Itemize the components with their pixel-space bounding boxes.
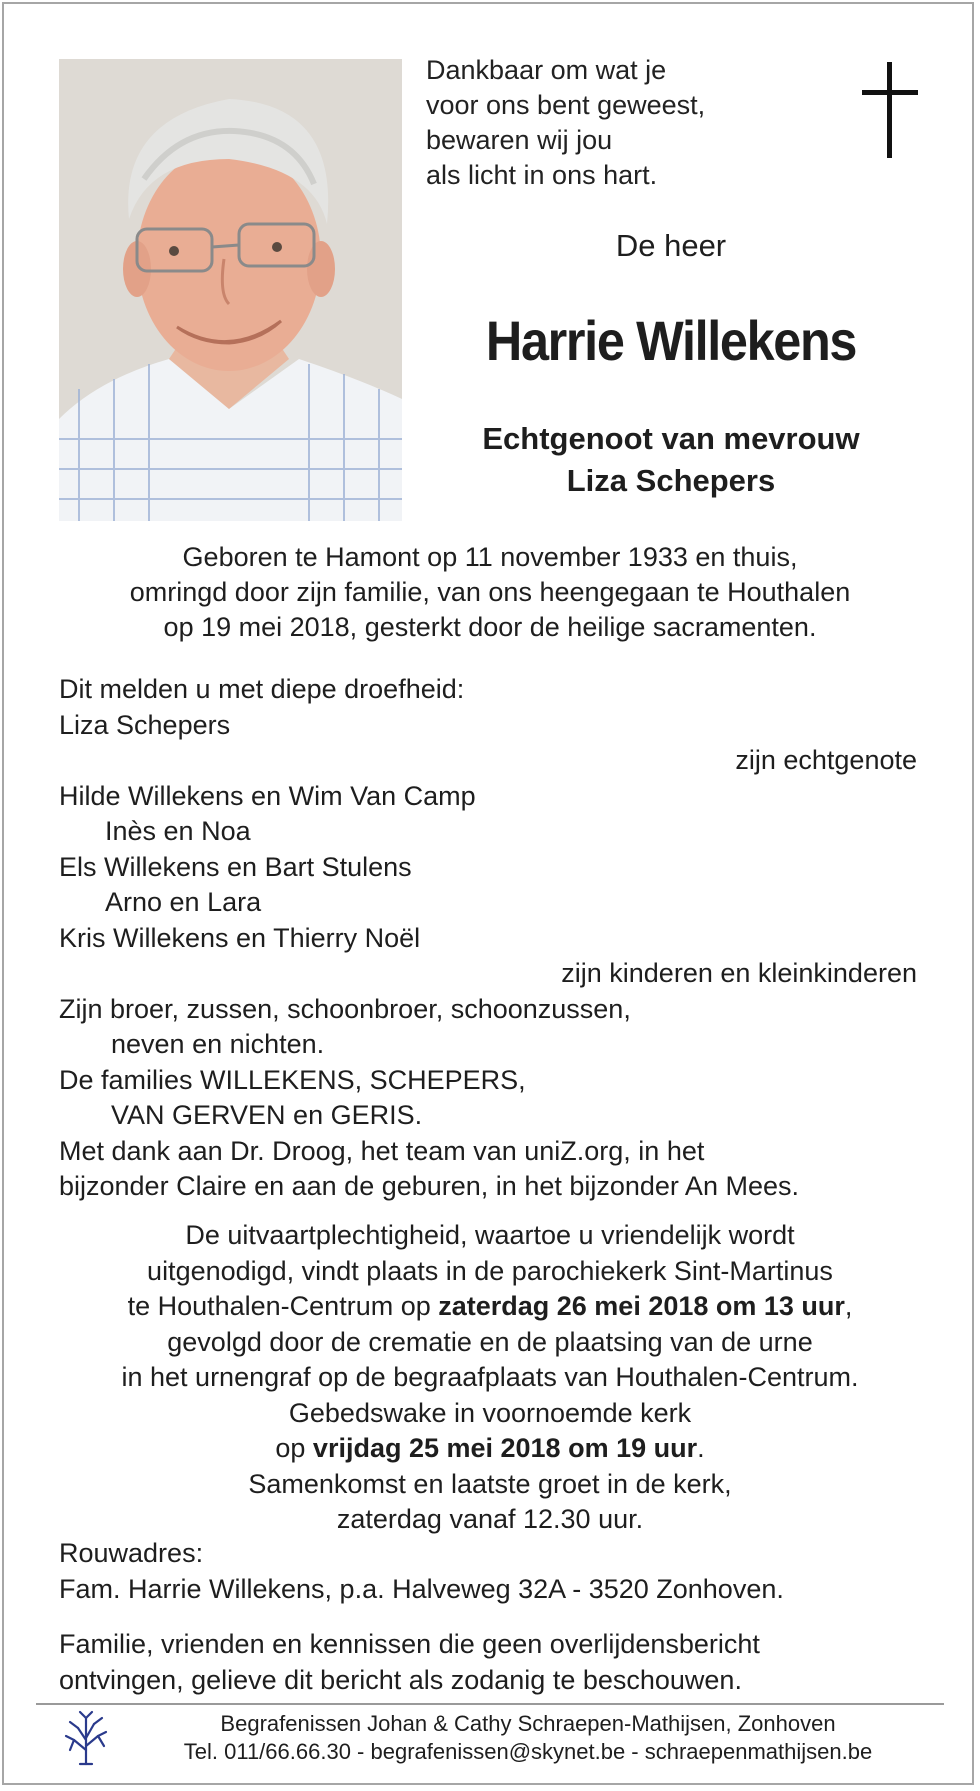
poem-line: bewaren wij jou [426,125,613,155]
funeral-line: Samenkomst en laatste groet in de kerk, [248,1468,732,1499]
deceased-name: Harrie Willekens [485,309,857,372]
siblings-entry: Zijn broer, zussen, schoonbroer, schoonzussen, [59,993,631,1024]
mourning-address [59,1536,784,1607]
funeral-line: gevolgd door de crematie en de plaatsing van de urne [167,1326,813,1357]
address-value: Fam. Harrie Willekens, p.a. Halveweg 32A - 3520 Zonhoven. [59,1573,784,1604]
portrait-photo [59,59,402,521]
vigil-date: vrijdag 25 mei 2018 om 19 uur [312,1433,698,1463]
thanks-line: Met dank aan Dr. Droog, het team van uniZ.org, in het [59,1135,705,1166]
birth-death-statement [40,540,940,645]
funeral-line [40,1431,940,1467]
birth-line: Geboren te Hamont op 11 november 1933 en thuis, [182,542,798,572]
salutation: De heer [615,228,727,263]
poem-line: Dankbaar om wat je [426,55,667,85]
funeral-details [40,1218,940,1538]
mourners-intro: Dit melden u met diepe droefheid: [59,674,465,704]
spouse-line-1: Echtgenoot van mevrouw [482,421,860,456]
vigil-line-pre: op [275,1433,313,1463]
vigil-line-post: . [697,1433,705,1463]
poem-line: als licht in ons hart. [426,160,658,190]
child-entry: Hilde Willekens en Wim Van Camp [59,780,476,811]
funeral-home-contact: Tel. 011/66.66.30 - begrafenissen@skynet.be - schraepenmathijsen.be [183,1739,873,1764]
spouse-line-2: Liza Schepers [566,463,776,498]
child-entry: Kris Willekens en Thierry Noël [59,922,421,953]
funeral-date: zaterdag 26 mei 2018 om 13 uur [438,1291,845,1321]
birth-line: op 19 mei 2018, gesterkt door de heilige sacramenten. [163,612,817,642]
spouse-name: Liza Schepers [59,709,231,740]
families-entry: De families WILLEKENS, SCHEPERS, [59,1064,526,1095]
funeral-line: in het urnengraf op de begraafplaats van Houthalen-Centrum. [121,1362,859,1392]
funeral-line-pre: te Houthalen-Centrum op [127,1291,439,1321]
funeral-line: uitgenodigd, vindt plaats in de parochiekerk Sint-Martinus [147,1255,833,1286]
mourners-list [59,672,917,1205]
funeral-line-post: , [844,1291,853,1321]
funeral-home-footer [118,1710,938,1766]
poem-line: voor ons bent geweest, [426,90,706,120]
child-entry: Els Willekens en Bart Stulens [59,851,412,882]
funeral-line: Gebedswake in voornoemde kerk [288,1397,692,1428]
grandchildren-entry: Arno en Lara [105,887,262,917]
families-entry-2: VAN GERVEN en GERIS. [111,1100,423,1130]
memorial-poem [426,53,705,193]
spouse-line [426,418,916,502]
closing-line: ontvingen, gelieve dit bericht als zodanig te beschouwen. [59,1664,742,1695]
funeral-line [40,1289,940,1325]
children-role: zijn kinderen en kleinkinderen [561,958,917,988]
address-label: Rouwadres: [59,1538,204,1568]
tree-icon [62,1710,110,1771]
closing-notice [59,1627,760,1698]
closing-line: Familie, vrienden en kennissen die geen overlijdensbericht [59,1629,760,1659]
footer-divider [36,1703,944,1705]
spouse-role: zijn echtgenote [735,745,917,775]
grandchildren-entry: Inès en Noa [105,816,251,846]
funeral-home-name: Begrafenissen Johan & Cathy Schraepen-Mathijsen, Zonhoven [220,1711,836,1736]
funeral-line: De uitvaartplechtigheid, waartoe u vriendelijk wordt [185,1220,795,1250]
funeral-line: zaterdag vanaf 12.30 uur. [336,1504,644,1534]
thanks-line: bijzonder Claire en aan de geburen, in het bijzonder An Mees. [59,1171,799,1201]
birth-line: omringd door zijn familie, van ons heengegaan te Houthalen [129,577,851,607]
cross-icon [862,62,920,163]
nephews-entry: neven en nichten. [111,1029,325,1059]
